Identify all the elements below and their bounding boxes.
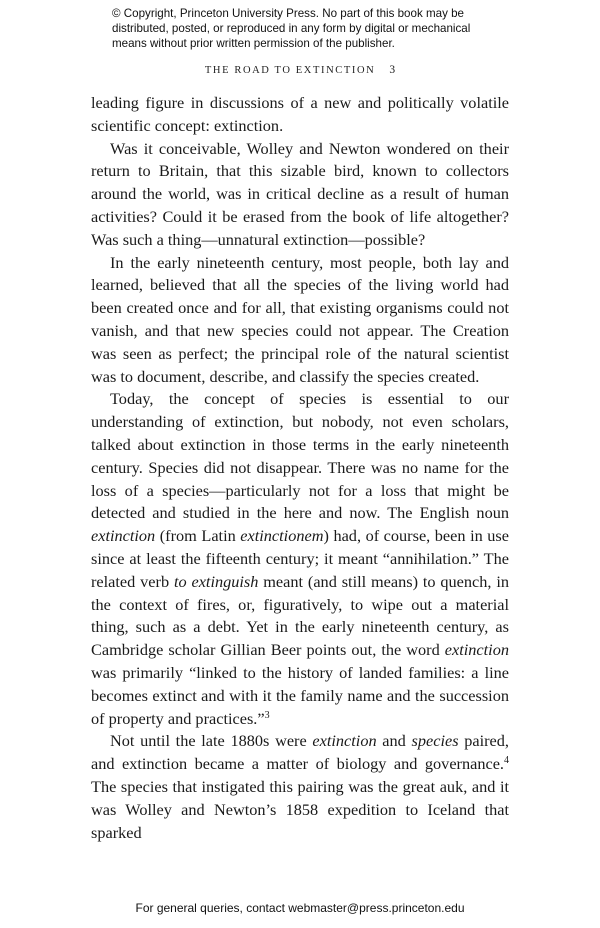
italic-term: extinction [444, 640, 509, 660]
paragraph: Was it conceivable, Wolley and Newton wondered on their return to Britain, that this sizable bird, known to collectors around the world, was in critical decline as a result of human activities? Could it be erased from the book of life altogether? Was such a thing—unnatural extinction—possible? [91, 138, 509, 249]
paragraph [91, 730, 509, 844]
text-run: The species that instigated this pairing was the great auk, and it was Wolley and Newton’s 1858 expedition to Iceland that sparked [91, 776, 509, 842]
text-run: Today, the concept of species is essential to our understanding of extinction, but nobody, not even scholars, talked about extinction in those terms in the early nineteenth century. Species did not disappear. There was no name for the loss of a species—particularly not for a loss that might be detected and studied in the here and now. The English noun [91, 389, 509, 523]
footnote-marker[interactable]: 3 [264, 709, 270, 721]
text-run: was primarily “linked to the history of landed families: a line becomes extinct and with it the family name and the succession of property and practices.” [91, 662, 509, 728]
text-run: (from Latin [155, 526, 241, 546]
text-run: ) had, of course, been in use since at least the fifteenth century; it meant “annihilation.” The related verb [91, 526, 509, 591]
text-run: paired, and extinction became a matter of biology and governance. [91, 731, 509, 774]
italic-term: species [411, 731, 459, 751]
paragraph: In the early nineteenth century, most people, both lay and learned, believed that all the species of the living world had been created once and for all, that existing organisms could not vanish, and that new species could not appear. The Creation was seen as perfect; the principal role of the natural scientist was to document, describe, and classify the species created. [91, 252, 509, 386]
copyright-line: means without prior written permission of the publisher. [112, 37, 395, 50]
text-run: Not until the late 1880s were [110, 731, 313, 751]
footnote-marker[interactable]: 4 [504, 755, 509, 767]
italic-term: extinction [312, 731, 377, 751]
text-run: meant (and still means) to quench, in the context of fires, or, figuratively, to wipe out a material thing, such as a debt. Yet in the early nineteenth century, as Cambridge scholar Gillian Beer points out, the word [91, 571, 510, 660]
italic-term: extinctionem [240, 526, 324, 546]
copyright-line: © Copyright, Princeton University Press. No part of this book may be [112, 7, 464, 20]
italic-term: extinction [91, 526, 156, 546]
paragraph: leading figure in discussions of a new and politically volatile scientific concept: extinction. [91, 93, 509, 135]
copyright-line: distributed, posted, or reproduced in any form by digital or mechanical [112, 22, 471, 35]
page-number: 3 [389, 64, 396, 76]
text-run: and [376, 731, 412, 751]
body-text [91, 92, 509, 844]
paragraph [91, 388, 509, 730]
copyright-notice [112, 6, 512, 51]
running-head [0, 64, 600, 76]
italic-term: to extinguish [173, 571, 259, 591]
running-head-title: THE ROAD TO EXTINCTION [204, 65, 376, 76]
footer-contact: For general queries, contact webmaster@press.princeton.edu [135, 901, 465, 915]
